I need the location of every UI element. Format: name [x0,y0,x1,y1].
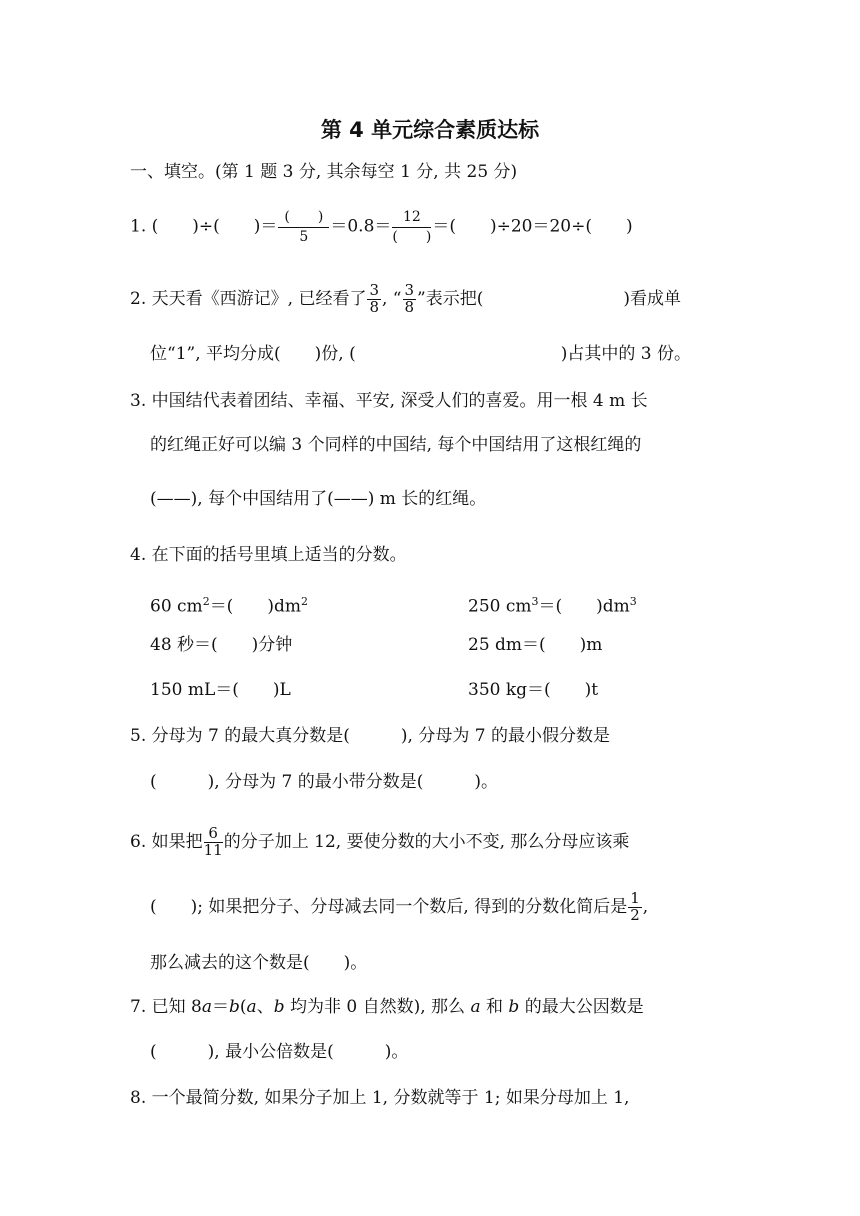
q1-part2: ＝0.8＝ [330,216,392,237]
q6-denominator: 11 [203,840,223,859]
q4-row1-left [150,590,308,619]
q4-r1a-sup: 2 [202,595,210,608]
q5-label: 5. [130,726,147,746]
q1-part1: ( )÷( )＝ [151,216,278,237]
q6-line2-numerator: 1 [630,889,640,907]
question-1 [130,210,633,244]
q1-f1-numerator: ( ) [278,210,329,228]
q2-text-b: , “ [382,288,402,309]
q7-text-c: ( [239,997,247,1017]
q1-label: 1. [130,216,147,237]
q1-f1-denominator: 5 [299,228,309,245]
q6-line2-a: ( ); 如果把分子、分母减去同一个数后, 得到的分数化简后是 [150,896,628,917]
q4-r1b-rest: ＝( )dm [538,596,630,617]
q7-text-e: 均为非 0 自然数), 那么 [284,997,471,1017]
q6-text-b: 的分子加上 12, 要使分数的大小不变, 那么分母应该乘 [223,831,630,852]
q7-var-a2: a [246,997,257,1017]
question-3 [130,389,648,413]
q1-f2-numerator: 12 [392,210,431,228]
q7-label: 7. [130,997,147,1017]
q4-row1-right [468,590,637,619]
q7-text-a: 已知 8 [151,997,202,1017]
q6-text-a: 如果把 [151,831,203,852]
q4-row3-right: 350 kg＝( )t [468,680,599,700]
q3-line-1: 中国结代表着团结、幸福、平安, 深受人们的喜爱。用一根 4 m 长 [151,391,648,411]
q7-var-b2: b [273,997,285,1017]
q1-f2-denominator: ( ) [392,228,432,245]
q6-numerator: 6 [204,826,223,843]
question-7 [130,995,644,1019]
q2-line2-b: )占其中的 3 份。 [560,344,691,364]
question-8 [130,1086,629,1110]
q4-r1b-sup: 3 [531,595,539,608]
q1-part3: ＝( )÷20＝20÷( ) [432,216,633,237]
q2-line2-a: 位“1”, 平均分成( )份, ( [150,344,356,364]
question-2 [130,283,681,316]
question-6 [130,826,629,859]
q6-line2-b: , [642,896,649,917]
q6-fraction [204,826,223,859]
section-header: 一、填空。(第 1 题 3 分, 其余每空 1 分, 共 25 分) [130,162,518,182]
q2-text-d: )看成单 [623,288,682,309]
question-4 [130,543,407,567]
page-title: 第 4 单元综合素质达标 [320,118,540,142]
q4-r1a-rest: ＝( )dm [209,596,301,617]
q2-f2-denominator: 8 [404,297,415,316]
q4-row2-right: 25 dm＝( )m [468,635,603,655]
q3-line-2: 的红绳正好可以编 3 个同样的中国结, 每个中国结用了这根红绳的 [150,435,642,455]
q7-text-d: 、 [256,997,274,1017]
q4-label: 4. [130,545,147,565]
q3-label: 3. [130,391,147,411]
q7-var-a: a [201,997,213,1017]
question-2-line-2 [150,342,691,366]
q8-line-1: 一个最简分数, 如果分子加上 1, 分数就等于 1; 如果分母加上 1, [151,1088,630,1108]
q4-row2-left: 48 秒＝( )分钟 [150,635,293,655]
q2-f1-denominator: 8 [369,297,379,316]
q2-fraction-2 [403,283,417,316]
q8-label: 8. [130,1088,147,1108]
q5-line-1: 分母为 7 的最大真分数是( ), 分母为 7 的最小假分数是 [151,726,610,746]
q6-line-2 [150,891,648,924]
q2-f1-numerator: 3 [369,281,379,299]
q2-f2-numerator: 3 [404,281,415,299]
q1-fraction-2 [392,210,431,244]
q6-label: 6. [130,831,147,852]
q2-text-a: 天天看《西游记》, 已经看了 [151,288,367,309]
q4-r1a-text: 60 cm [150,596,203,617]
q2-fraction-1 [367,283,381,316]
q2-text-c: ”表示把( [417,288,484,309]
q7-line-2: ( ), 最小公倍数是( )。 [150,1042,409,1062]
q3-line-3: (——), 每个中国结用了(——) m 长的红绳。 [150,489,487,509]
q7-var-b3: b [508,997,520,1017]
q4-r1b-text: 250 cm [468,596,532,617]
q6-line2-fraction [628,891,642,924]
q4-row3-left: 150 mL＝( )L [150,680,291,700]
q6-line2-denominator: 2 [630,905,640,924]
q7-var-a3: a [470,997,481,1017]
q5-line-2: ( ), 分母为 7 的最小带分数是( )。 [150,772,498,792]
q1-fraction-1 [278,210,329,244]
q7-var-b: b [229,997,240,1017]
q4-r1a-sup2: 2 [300,595,308,608]
q7-text-f: 和 [480,997,509,1017]
q4-r1b-sup2: 3 [629,595,637,608]
q7-text-g: 的最大公因数是 [519,997,644,1017]
q4-text: 在下面的括号里填上适当的分数。 [151,545,407,565]
q2-label: 2. [130,288,147,309]
q7-text-b: ＝ [212,997,230,1017]
question-5 [130,724,610,748]
q6-line-3: 那么减去的这个数是( )。 [150,953,368,973]
